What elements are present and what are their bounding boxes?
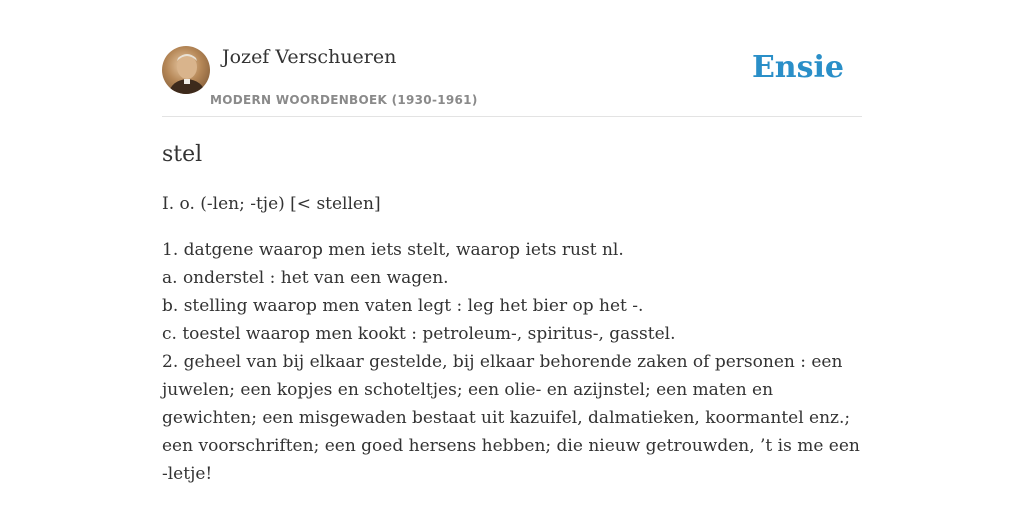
- author-portrait-icon: [162, 46, 210, 94]
- definition-line: a. onderstel : het van een wagen.: [162, 268, 449, 288]
- definition-line: 1. datgene waarop men iets stelt, waarop iets rust nl.: [162, 240, 624, 260]
- definition-line: c. toestel waarop men kookt : petroleum-, spiritus-, gasstel.: [162, 324, 676, 344]
- entry-term: stel: [162, 142, 203, 167]
- author-name[interactable]: Jozef Verschueren: [222, 46, 397, 68]
- entry-content: [162, 138, 862, 488]
- ensie-logo[interactable]: Ensie: [751, 50, 844, 85]
- header: [162, 44, 862, 117]
- definition-line: b. stelling waarop men vaten legt : leg het bier op het -.: [162, 296, 644, 316]
- definition-line: 2. geheel van bij elkaar gestelde, bij elkaar behorende zaken of personen : een juwelen; een kopjes en schoteltjes; een olie- en azijnstel; een maten en gewichten; een misgewaden bestaat uit kazuifel, dalmatieken, koormantel enz.; een voorschriften; een goed hersens hebben; die nieuw getrouwden, ’t is me een -letje!: [162, 352, 860, 484]
- author-avatar[interactable]: [162, 46, 210, 94]
- entry-grammar: I. o. (-len; -tje) [< stellen]: [162, 194, 381, 214]
- dictionary-source[interactable]: MODERN WOORDENBOEK (1930-1961): [210, 93, 478, 107]
- entry-definition: [162, 236, 862, 488]
